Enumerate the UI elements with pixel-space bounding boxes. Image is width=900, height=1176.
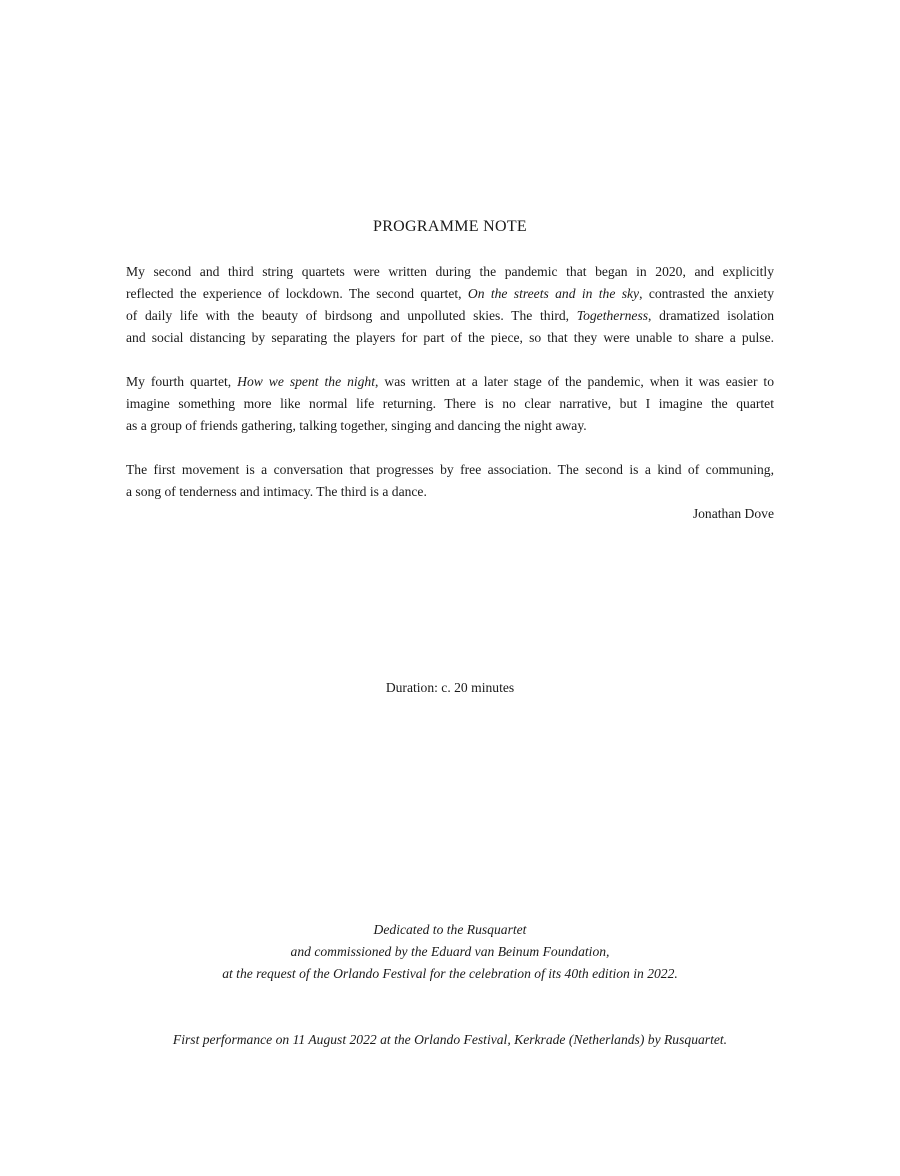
text-line <box>126 305 774 327</box>
text-line: a song of tenderness and intimacy. The third is a dance. <box>126 484 427 499</box>
text-line <box>126 371 774 393</box>
text: , contrasted the anxiety <box>639 286 774 301</box>
text-line <box>126 283 774 305</box>
dedication <box>0 919 900 985</box>
first-performance: First performance on 11 August 2022 at the Orlando Festival, Kerkrade (Netherlands) by Rusquartet. <box>172 1032 728 1047</box>
text-line: and social distancing by separating the players for part of the piece, so that they were unable to share a pulse. <box>126 330 774 345</box>
duration: Duration: c. 20 minutes <box>385 680 515 695</box>
text-line: The first movement is a conversation that progresses by free association. The second is a kind of communing, <box>126 462 774 477</box>
paragraph-2 <box>126 371 774 437</box>
dedication-line: and commissioned by the Eduard van Beinum Foundation, <box>290 944 610 959</box>
text: My fourth quartet, <box>126 374 238 389</box>
paragraph-1 <box>126 261 774 349</box>
text-line: as a group of friends gathering, talking together, singing and dancing the night away. <box>126 418 587 433</box>
dedication-line: at the request of the Orlando Festival for the celebration of its 40th edition in 2022. <box>222 966 678 981</box>
text: , was written at a later stage of the pandemic, when it was easier to <box>375 374 775 389</box>
work-title: On the streets and in the sky <box>467 286 640 301</box>
text-line: My second and third string quartets were written during the pandemic that began in 2020, and explicitly <box>126 264 774 279</box>
text: reflected the experience of lockdown. The second quartet, <box>126 286 468 301</box>
work-title: How we spent the night <box>237 374 376 389</box>
page-title: PROGRAMME NOTE <box>373 218 527 235</box>
text: of daily life with the beauty of birdsong and unpolluted skies. The third, <box>126 308 577 323</box>
paragraph-3 <box>126 459 774 525</box>
dedication-line: Dedicated to the Rusquartet <box>373 922 527 937</box>
text: , dramatized isolation <box>648 308 775 323</box>
signature: Jonathan Dove <box>692 506 774 521</box>
text-line: imagine something more like normal life returning. There is no clear narrative, but I imagine the quartet <box>126 396 774 411</box>
work-title: Togetherness <box>576 308 649 323</box>
